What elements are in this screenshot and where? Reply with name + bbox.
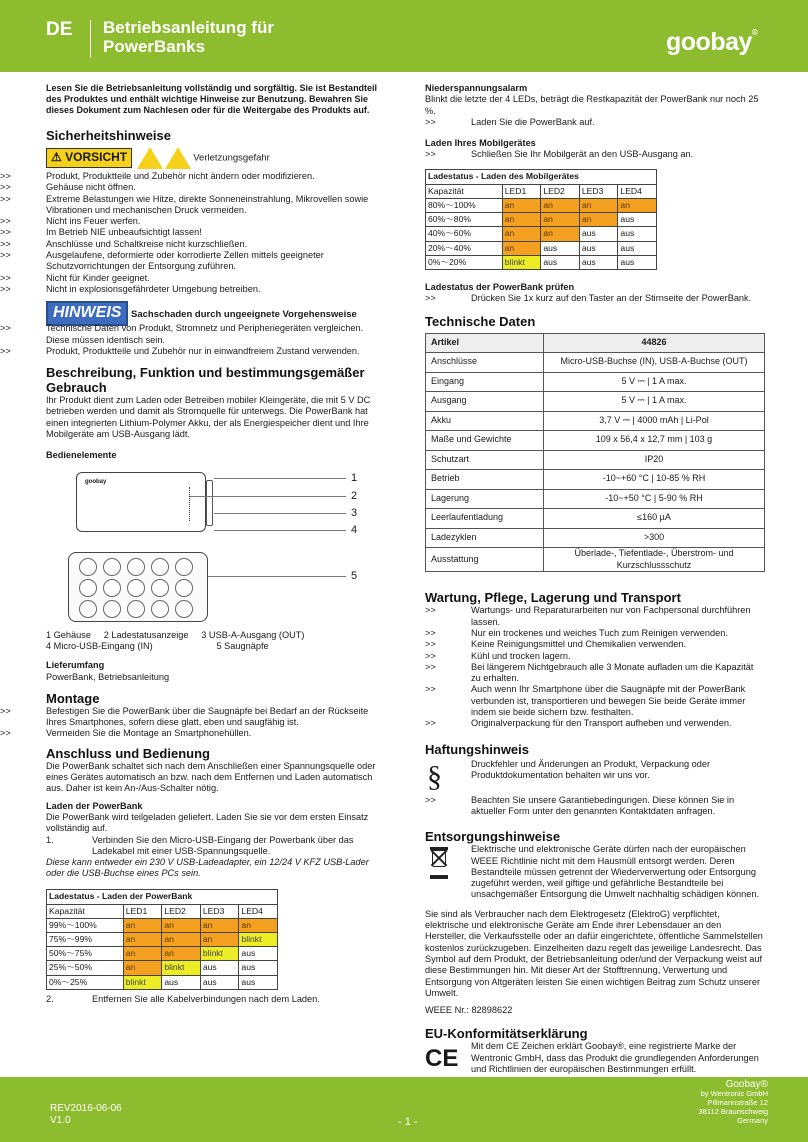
table-cell: an xyxy=(200,933,239,947)
liability-item: >> Beachten Sie unsere Garantiebedingungen. Diese können Sie in aktueller Form unter den genannten Kontaktdaten anfragen. xyxy=(425,794,735,816)
led-indicators xyxy=(189,487,191,521)
disposal-text-2: Sie sind als Verbraucher nach dem Elektrogesetz (ElektroG) verpflichtet, elektrische und elektronische Geräte am Ende ihrer Lebensdauer an den Hersteller, die Verkaufsstelle oder an dafür eingerichtete, öffentliche Sammelstellen kostenlos zurückzugeben. Einzelheiten dazu regelt das jeweilige Landesrecht. Das Symbol auf dem Produkt, der Betriebsanleitung oder/und der Verpackung weist auf diese Bestimmungen hin. Mit dieser Art der Stofftrennung, Verwertung und Entsorgung von Altgeräten leisten Sie einen wichtigen Beitrag zum Schutz unserer Umwelt. xyxy=(425,908,763,998)
table-row xyxy=(47,961,278,975)
hint-list xyxy=(0,323,386,357)
callout-2: 2 xyxy=(351,489,358,502)
low-voltage-item: >> Laden Sie die PowerBank auf. xyxy=(425,116,595,127)
tech-value: 3,7 V ⎓ | 4000 mAh | Li-Pol xyxy=(544,411,765,431)
operation-heading: Anschluss und Bedienung xyxy=(46,745,210,761)
low-voltage-heading: Niederspannungsalarm xyxy=(425,83,528,93)
table-cell: an xyxy=(200,918,239,932)
suction-cup xyxy=(175,579,193,597)
suction-cup xyxy=(151,579,169,597)
table-cell: blinkt xyxy=(162,961,201,975)
table-cell: aus xyxy=(239,961,278,975)
column-header: LED4 xyxy=(239,904,278,918)
suction-cup xyxy=(103,558,121,576)
tech-label: Schutzart xyxy=(426,450,544,470)
tech-value: Micro-USB-Buchse (IN), USB-A-Buchse (OUT) xyxy=(544,353,765,373)
table-row xyxy=(426,227,657,241)
table-row xyxy=(426,241,657,255)
hazard-triangle-icon xyxy=(137,147,163,169)
intro-text: Lesen Sie die Betriebsanleitung vollständig und sorgfältig. Sie ist Bestandteil des Produktes und enthält wichtige Hinweise zur Benutzung. Bewahren Sie dieses Dokument zum Nachlesen oder für die Weitergabe des Produkts auf. xyxy=(46,83,378,115)
callout-4: 4 xyxy=(351,523,358,536)
table-cell: aus xyxy=(541,241,580,255)
hint-item: >> Technische Daten von Produkt, Stromnetz und Peripheriegeräten vergleichen. Diese müssen identisch sein. xyxy=(0,323,364,345)
description-text: Ihr Produkt dient zum Laden oder Betreiben mobiler Kleingeräte, die mit 5 V DC betrieben werden und damit als Stromquelle für unterwegs. Die PowerBank hat einen integrierten Lithium-Polymer Akku, der als Energiespeicher dient und Ihre Mobilgeräte am USB-Ausgang lädt. xyxy=(46,395,371,440)
column-header: Kapazität xyxy=(47,904,124,918)
table-cell: aus xyxy=(239,947,278,961)
header-divider xyxy=(90,20,91,58)
table-cell: an xyxy=(541,227,580,241)
disposal-text-1: Elektrische und elektronische Geräte dürfen nach der europäischen WEEE Richtlinie nicht mit dem Hausmüll entsorgt werden. Deren Bestandteile müssen getrennt der Wiederverwertung oder Entsorgung zugeführt werden, weil giftige und gefährliche Bestandteile bei unsachgemäßer Entsorgung die Umwelt nachhaltig schädigen können. xyxy=(471,844,760,900)
warning-triangle-icon: ⚠ xyxy=(51,150,62,165)
suction-cup xyxy=(127,600,145,618)
liability-text: Druckfehler und Änderungen an Produkt, Verpackung oder Produktdokumentation behalten wir uns vor. xyxy=(471,758,711,780)
table-cell: an xyxy=(502,241,541,255)
operation-text: Die PowerBank schaltet sich nach dem Anschließen einer Spannungsquelle oder eines Gerätes automatisch an bzw. nach dem Entfernen und Laden automatisch aus. Daher ist kein An-/Aus-Schalter nötig. xyxy=(46,760,376,794)
table-cell: aus xyxy=(618,213,657,227)
tech-row xyxy=(426,450,765,470)
table-cell: aus xyxy=(618,241,657,255)
table-cell: blinkt xyxy=(239,933,278,947)
table-row xyxy=(426,255,657,269)
charge-note: Diese kann entweder ein 230 V USB-Ladeadapter, ein 12/24 V KFZ USB-Lader oder die USB-Buchse eines PCs sein. xyxy=(46,857,369,879)
warning-label: ⚠ VORSICHT xyxy=(46,148,132,168)
powerbank-back xyxy=(68,552,208,622)
warning-text: Verletzungsgefahr xyxy=(193,152,270,164)
column-header: LED1 xyxy=(123,904,162,918)
revision-info: REV2016-06-06 V1.0 xyxy=(50,1103,122,1126)
maintenance-list xyxy=(425,605,765,729)
table-header-row xyxy=(47,904,278,918)
tech-value: 44826 xyxy=(544,333,765,353)
table-cell: aus xyxy=(162,975,201,989)
maintenance-item: >> Wartungs- und Reparaturarbeiten nur von Fachpersonal durchführen lassen. xyxy=(425,605,751,627)
suction-cup xyxy=(175,558,193,576)
tech-row xyxy=(426,411,765,431)
tech-row xyxy=(426,372,765,392)
suction-cup xyxy=(151,558,169,576)
table-row xyxy=(47,947,278,961)
language-code: DE xyxy=(46,19,73,40)
safety-heading: Sicherheitshinweise xyxy=(46,128,171,143)
charge-heading: Laden der PowerBank xyxy=(46,800,143,811)
tech-value: >300 xyxy=(544,528,765,548)
tech-label: Akku xyxy=(426,411,544,431)
eu-heading: EU-Konformitätserklärung xyxy=(425,1026,588,1042)
maintenance-item: >> Auch wenn Ihr Smartphone über die Saugnäpfe mit der PowerBank verbunden ist, transportieren und bewegen Sie beide Geräte immer indem sie beide sichern bzw. festhalten. xyxy=(425,684,746,718)
charge-text: Die PowerBank wird teilgeladen geliefert. Laden Sie sie vor dem ersten Einsatz vollständig auf. xyxy=(46,811,369,834)
goobay-logo: goobay® xyxy=(666,27,758,56)
table-cell: an xyxy=(123,961,162,975)
hint-item: >> Produkt, Produktteile und Zubehör nur in einwandfreiem Zustand verwenden. xyxy=(0,345,360,356)
callout-1: 1 xyxy=(351,471,358,484)
safety-item: >> Nicht in explosionsgefährdeter Umgebung betreiben. xyxy=(0,283,261,294)
step-1: 1. Verbinden Sie den Micro-USB-Eingang der Powerbank über das Ladekabel mit einer USB-Spannungsquelle. xyxy=(46,834,354,856)
tech-value: 5 V ⎓ | 1 A max. xyxy=(544,372,765,392)
maintenance-item: >> Originalverpackung für den Transport aufheben und verwenden. xyxy=(425,718,732,729)
tech-row xyxy=(426,333,765,353)
controls-heading: Bedienelemente xyxy=(46,450,117,461)
table-cell: aus xyxy=(618,255,657,269)
table-cell: blinkt xyxy=(502,255,541,269)
tech-row xyxy=(426,528,765,548)
safety-item: >> Produkt, Produktteile und Zubehör nicht ändern oder modifizieren. xyxy=(0,171,315,181)
table-cell: an xyxy=(541,198,580,212)
maintenance-item: >> Bei längerem Nichtgebrauch alle 3 Monate aufladen um die Kapazität zu erhalten. xyxy=(425,661,754,684)
suction-cup xyxy=(151,600,169,618)
column-header: LED4 xyxy=(618,184,657,198)
safety-item: >> Gehäuse nicht öffnen. xyxy=(0,182,136,193)
suction-cup xyxy=(79,600,97,618)
tech-value: -10~+60 °C | 10-85 % RH xyxy=(544,470,765,490)
callout-5: 5 xyxy=(351,569,358,582)
left-column xyxy=(0,83,386,1005)
hint-label: HINWEIS xyxy=(46,301,128,326)
table-cell: an xyxy=(579,198,618,212)
legend-line-1: 1 Gehäuse 2 Ladestatusanzeige 3 USB-A-Ausgang (OUT) xyxy=(46,629,305,640)
tech-label: Eingang xyxy=(426,372,544,392)
column-header: LED2 xyxy=(162,904,201,918)
weee-number: WEEE Nr.: 82898622 xyxy=(425,1005,513,1016)
table-cell: aus xyxy=(579,227,618,241)
tech-value: IP20 xyxy=(544,450,765,470)
maintenance-heading: Wartung, Pflege, Lagerung und Transport xyxy=(425,590,681,606)
explosion-triangle-icon xyxy=(165,147,191,169)
table-row xyxy=(426,213,657,227)
table-cell: an xyxy=(502,198,541,212)
check-heading: Ladestatus der PowerBank prüfen xyxy=(425,281,575,292)
tech-label: Maße und Gewichte xyxy=(426,431,544,451)
page-number: - 1 - xyxy=(398,1116,418,1128)
table-cell: aus xyxy=(200,961,239,975)
legend-line-2: 4 Micro-USB-Eingang (IN) 5 Saugnäpfe xyxy=(46,640,269,651)
safety-item: >> Extreme Belastungen wie Hitze, direkte Sonneneinstrahlung, Mikrovellen sowie Vibrationen und mechanischen Druck vermeiden. xyxy=(0,193,369,215)
right-column xyxy=(425,83,765,1075)
scope-heading: Lieferumfang xyxy=(46,660,105,671)
device-diagram xyxy=(46,468,386,630)
table-cell: an xyxy=(123,918,162,932)
description-heading: Beschreibung, Funktion und bestimmungsgemäßer Gebrauch xyxy=(46,365,365,396)
table-cell: 25%～50% xyxy=(47,961,124,975)
step-2: 2. Entfernen Sie alle Kabelverbindungen nach dem Laden. xyxy=(46,993,320,1004)
safety-item: >> Nicht für Kinder geeignet. xyxy=(0,272,150,283)
tech-row xyxy=(426,392,765,412)
tech-row xyxy=(426,509,765,529)
table-cell: an xyxy=(502,213,541,227)
tech-label: Ausstattung xyxy=(426,548,544,572)
warning-row xyxy=(46,147,386,171)
liability-block xyxy=(425,759,765,791)
maintenance-item: >> Nur ein trockenes und weiches Tuch zum Reinigen verwenden. xyxy=(425,627,728,638)
column-header: LED3 xyxy=(579,184,618,198)
mount-item: >> Befestigen Sie die PowerBank über die Saugnäpfe bei Bedarf an der Rückseite Ihres Smartphones, sofern diese glatt, eben und saugfähig ist. xyxy=(0,705,369,728)
table-header-row xyxy=(426,184,657,198)
eu-block xyxy=(425,1041,765,1075)
table-cell: 0%～25% xyxy=(47,975,124,989)
tech-value: 5 V ⎓ | 1 A max. xyxy=(544,392,765,412)
mount-heading: Montage xyxy=(46,690,100,706)
document-title: Betriebsanleitung für PowerBanks xyxy=(103,18,274,56)
table-cell: 80%～100% xyxy=(426,198,503,212)
tech-row xyxy=(426,431,765,451)
table-cell: aus xyxy=(200,975,239,989)
table-cell: an xyxy=(579,213,618,227)
disposal-block xyxy=(425,844,765,900)
table-cell: 99%～100% xyxy=(47,918,124,932)
table-mobile-charging xyxy=(425,169,657,270)
safety-item: >> Anschlüsse und Schaltkreise nicht kurzschließen. xyxy=(0,238,248,249)
table-cell: an xyxy=(123,947,162,961)
paragraph-icon: § xyxy=(427,759,442,793)
table-cell: blinkt xyxy=(123,975,162,989)
tech-label: Artikel xyxy=(426,333,544,353)
table-row xyxy=(47,975,278,989)
table-cell: an xyxy=(162,918,201,932)
table-row xyxy=(47,933,278,947)
powerbank-side xyxy=(206,480,213,526)
table-cell: an xyxy=(541,213,580,227)
column-header: Kapazität xyxy=(426,184,503,198)
table-cell: an xyxy=(162,933,201,947)
tech-row xyxy=(426,489,765,509)
liability-heading: Haftungshinweis xyxy=(425,741,530,757)
tech-row xyxy=(426,548,765,572)
table-cell: aus xyxy=(618,227,657,241)
table-cell: an xyxy=(123,933,162,947)
hint-row xyxy=(46,301,386,323)
callout-3: 3 xyxy=(351,506,358,519)
hint-text: Sachschaden durch ungeeignete Vorgehensweise xyxy=(131,309,357,321)
column-header: LED1 xyxy=(502,184,541,198)
table-cell: 75%～99% xyxy=(47,933,124,947)
suction-cup xyxy=(103,600,121,618)
tech-data-table xyxy=(425,333,765,573)
safety-item: >> Nicht ins Feuer werfen. xyxy=(0,216,141,227)
safety-item: >> Im Betrieb NIE unbeaufsichtigt lassen! xyxy=(0,227,202,238)
tech-value: 109 x 56,4 x 12,7 mm | 103 g xyxy=(544,431,765,451)
table-cell: 0%～20% xyxy=(426,255,503,269)
scope-text: PowerBank, Betriebsanleitung xyxy=(46,671,170,682)
table-cell: 20%～40% xyxy=(426,241,503,255)
table-cell: an xyxy=(239,918,278,932)
eu-text: Mit dem CE Zeichen erklärt Goobay®, eine registrierte Marke der Wentronic GmbH, dass das Produkt die grundlegenden Anforderungen und Richtlinien der europäischen Bestimmungen erfüllt. xyxy=(471,1041,759,1074)
footer-banner xyxy=(0,1077,808,1142)
tech-label: Ausgang xyxy=(426,392,544,412)
safety-list xyxy=(0,171,386,295)
tech-value: -10~+50 °C | 5-90 % RH xyxy=(544,489,765,509)
suction-cup xyxy=(127,579,145,597)
safety-item: >> Ausgelaufene, deformierte oder korrodierte Zellen mittels geeigneter Schutzvorrichtungen der Entsorgung zuführen. xyxy=(0,250,324,272)
company-address: Goobay® by Wentronic GmbH Pillmannstraße 12 38112 Braunschweig Germany xyxy=(698,1079,768,1125)
table-row xyxy=(47,918,278,932)
table-cell: an xyxy=(162,947,201,961)
check-item: >> Drücken Sie 1x kurz auf den Taster an der Stirnseite der PowerBank. xyxy=(425,293,752,304)
weee-bin-icon xyxy=(429,846,449,870)
table-powerbank-title: Ladestatus - Laden der PowerBank xyxy=(47,889,278,904)
table-cell: 60%～80% xyxy=(426,213,503,227)
low-voltage-text: Blinkt die letzte der 4 LEDs, beträgt die Restkapazität der PowerBank nur noch 25 %. xyxy=(425,94,759,116)
ce-mark-icon: CE xyxy=(425,1045,459,1073)
column-header: LED3 xyxy=(200,904,239,918)
table-cell: aus xyxy=(579,255,618,269)
maintenance-item: >> Kühl und trocken lagern. xyxy=(425,650,571,661)
table-cell: aus xyxy=(541,255,580,269)
table-cell: blinkt xyxy=(200,947,239,961)
table-powerbank-charging xyxy=(46,889,278,990)
header-banner xyxy=(0,0,808,72)
disposal-heading: Entsorgungshinweise xyxy=(425,829,561,845)
device-logo: goobay xyxy=(85,478,107,485)
mobile-heading: Laden Ihres Mobilgerätes xyxy=(425,138,536,149)
tech-label: Lagerung xyxy=(426,489,544,509)
maintenance-item: >> Keine Reinigungsmittel und Chemikalien verwenden. xyxy=(425,639,687,650)
suction-cup xyxy=(175,600,193,618)
suction-cup xyxy=(127,558,145,576)
suction-cup xyxy=(103,579,121,597)
tech-label: Leerlaufentladung xyxy=(426,509,544,529)
table-cell: an xyxy=(502,227,541,241)
mount-item: >> Vermeiden Sie die Montage an Smartphonehüllen. xyxy=(0,728,252,739)
table-row xyxy=(426,198,657,212)
mobile-item: >> Schließen Sie Ihr Mobilgerät an den USB-Ausgang an. xyxy=(425,149,694,160)
tech-heading: Technische Daten xyxy=(425,313,536,329)
table-cell: 40%～60% xyxy=(426,227,503,241)
table-cell: aus xyxy=(579,241,618,255)
tech-row xyxy=(426,353,765,373)
suction-cup xyxy=(79,579,97,597)
tech-label: Betrieb xyxy=(426,470,544,490)
table-cell: aus xyxy=(239,975,278,989)
tech-label: Anschlüsse xyxy=(426,353,544,373)
suction-cup xyxy=(79,558,97,576)
tech-label: Ladezyklen xyxy=(426,528,544,548)
tech-row xyxy=(426,470,765,490)
table-mobile-title: Ladestatus - Laden des Mobilgerätes xyxy=(426,169,657,184)
mount-list xyxy=(0,706,386,740)
tech-value: Überlade-, Tiefentlade-, Überstrom- und Kurzschlussschutz xyxy=(544,548,765,572)
tech-value: ≤160 µA xyxy=(544,509,765,529)
column-header: LED2 xyxy=(541,184,580,198)
table-cell: 50%～75% xyxy=(47,947,124,961)
powerbank-front xyxy=(76,472,206,532)
table-cell: an xyxy=(618,198,657,212)
